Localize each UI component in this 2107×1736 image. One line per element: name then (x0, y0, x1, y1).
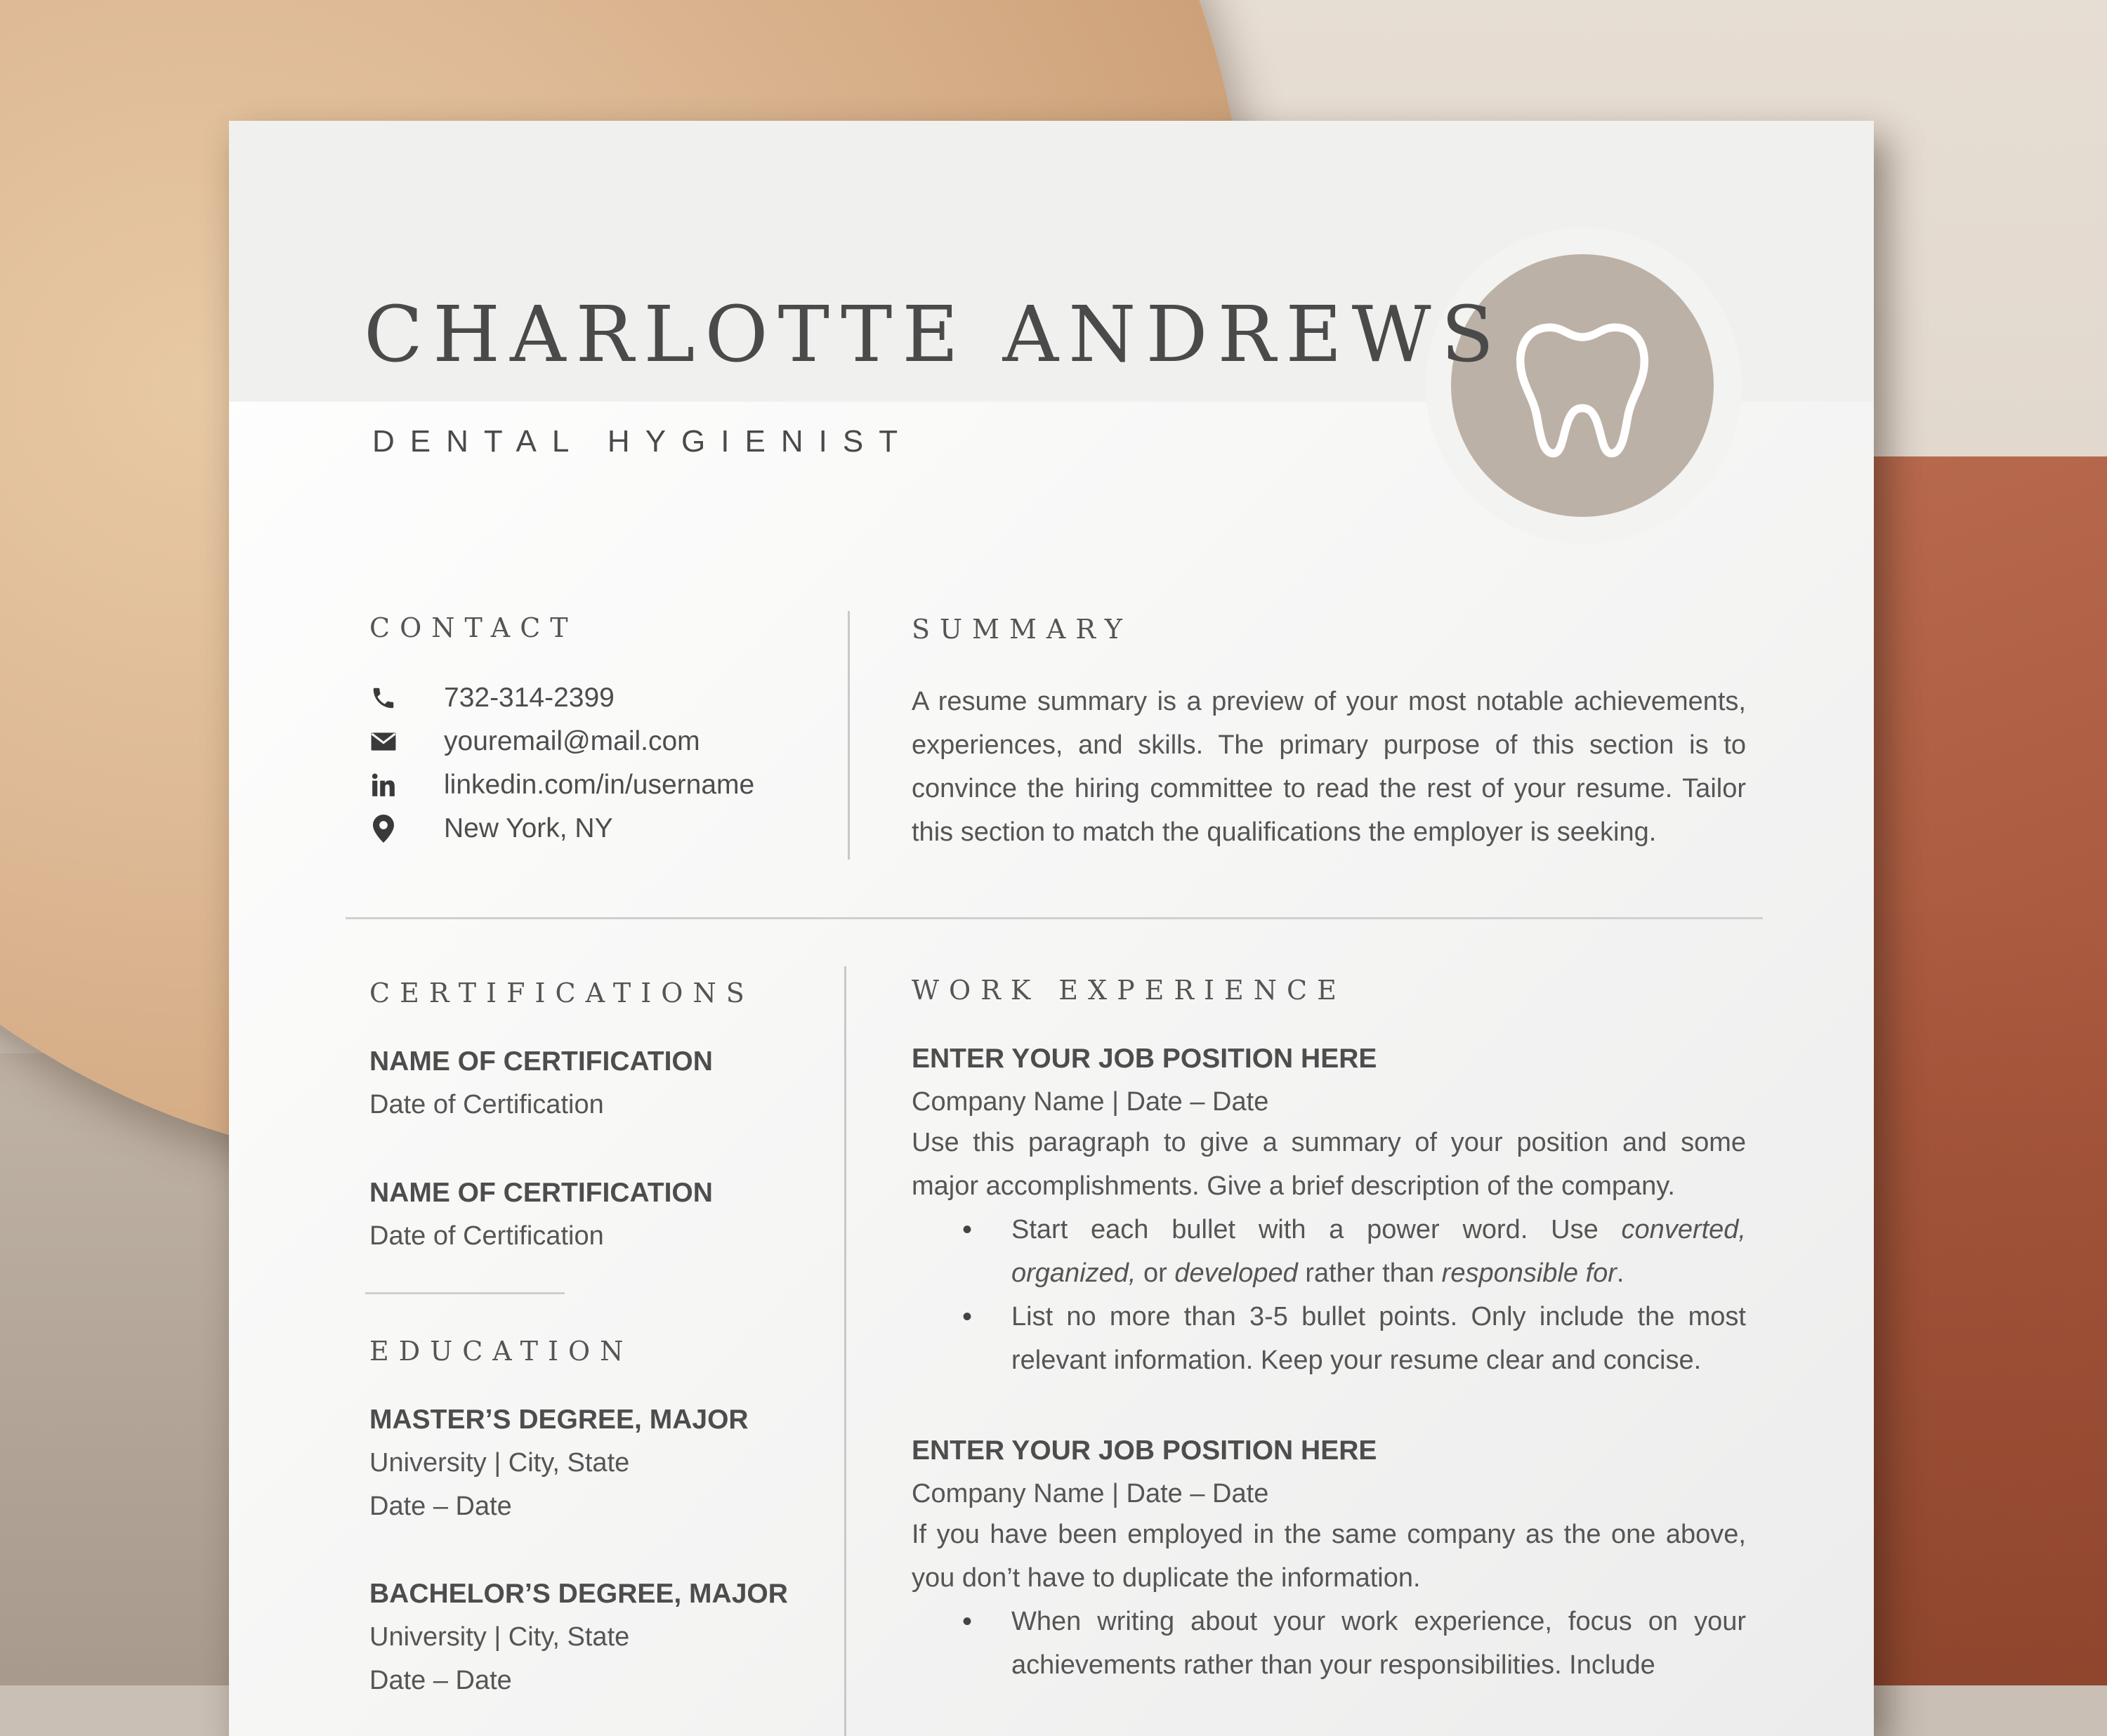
candidate-title: DENTAL HYGIENIST (372, 424, 914, 459)
bullet-icon: • (962, 1301, 973, 1332)
contact-location (369, 813, 613, 844)
contact-email (369, 726, 700, 757)
contact-divider (848, 611, 850, 860)
job-company: Company Name | Date – Date (912, 1087, 1269, 1117)
education-school: University | City, State (369, 1448, 630, 1478)
job-description: Use this paragraph to give a summary of your position and some major accomplishments. Give a brief description of the company. (912, 1128, 1746, 1201)
summary-text: A resume summary is a preview of your most notable achievements, experiences, and skills. The primary purpose of this section is to convince the hiring committee to read the rest of your resume. Tailor this section to match the qualifications the employer is seeking. (912, 687, 1746, 847)
job-bullet: • When writing about your work experience, focus on your achievements rather than your responsibilities. Include (1011, 1600, 1746, 1687)
education-school: University | City, State (369, 1622, 630, 1652)
resume-page (229, 121, 1874, 1736)
certification-date: Date of Certification (369, 1221, 604, 1251)
candidate-name: CHARLOTTE ANDREWS (364, 289, 1504, 379)
location-text: New York, NY (444, 813, 613, 843)
phone-text: 732-314-2399 (444, 683, 615, 713)
education-dates: Date – Date (369, 1492, 512, 1521)
email-text: youremail@mail.com (444, 726, 700, 756)
phone-icon (369, 684, 398, 712)
job-bullet: • List no more than 3-5 bullet points. Only include the most relevant information. Keep your resume clear and concise. (1011, 1295, 1746, 1382)
location-pin-icon (369, 815, 398, 843)
job-description: If you have been employed in the same company as the one above, you don’t have to duplicate the information. (912, 1520, 1746, 1593)
certification-name: NAME OF CERTIFICATION (369, 1178, 713, 1208)
tooth-icon (1502, 305, 1663, 466)
work-experience-heading: WORK EXPERIENCE (912, 975, 1346, 1006)
envelope-icon (369, 728, 398, 756)
certifications-heading: CERTIFICATIONS (369, 978, 754, 1008)
bullet-icon: • (962, 1214, 973, 1245)
linkedin-text: linkedin.com/in/username (444, 770, 755, 800)
contact-heading: CONTACT (369, 612, 578, 643)
certification-name: NAME OF CERTIFICATION (369, 1046, 713, 1077)
bullet-icon: • (962, 1606, 973, 1637)
job-position: ENTER YOUR JOB POSITION HERE (912, 1435, 1377, 1466)
education-dates: Date – Date (369, 1666, 512, 1695)
summary-heading: SUMMARY (912, 614, 1132, 645)
certification-date: Date of Certification (369, 1090, 604, 1119)
job-company: Company Name | Date – Date (912, 1479, 1269, 1508)
contact-linkedin (369, 770, 754, 801)
education-degree: MASTER’S DEGREE, MAJOR (369, 1405, 749, 1435)
contact-phone (369, 683, 615, 714)
job-position: ENTER YOUR JOB POSITION HERE (912, 1044, 1377, 1074)
certifications-divider (365, 1292, 565, 1294)
education-heading: EDUCATION (369, 1336, 634, 1367)
linkedin-icon (369, 771, 398, 799)
education-degree: BACHELOR’S DEGREE, MAJOR (369, 1579, 788, 1609)
job-bullet: • Start each bullet with a power word. Use converted, organized, or developed rather than responsible for. (1011, 1208, 1746, 1295)
section-divider (346, 917, 1763, 919)
column-divider (844, 966, 846, 1736)
